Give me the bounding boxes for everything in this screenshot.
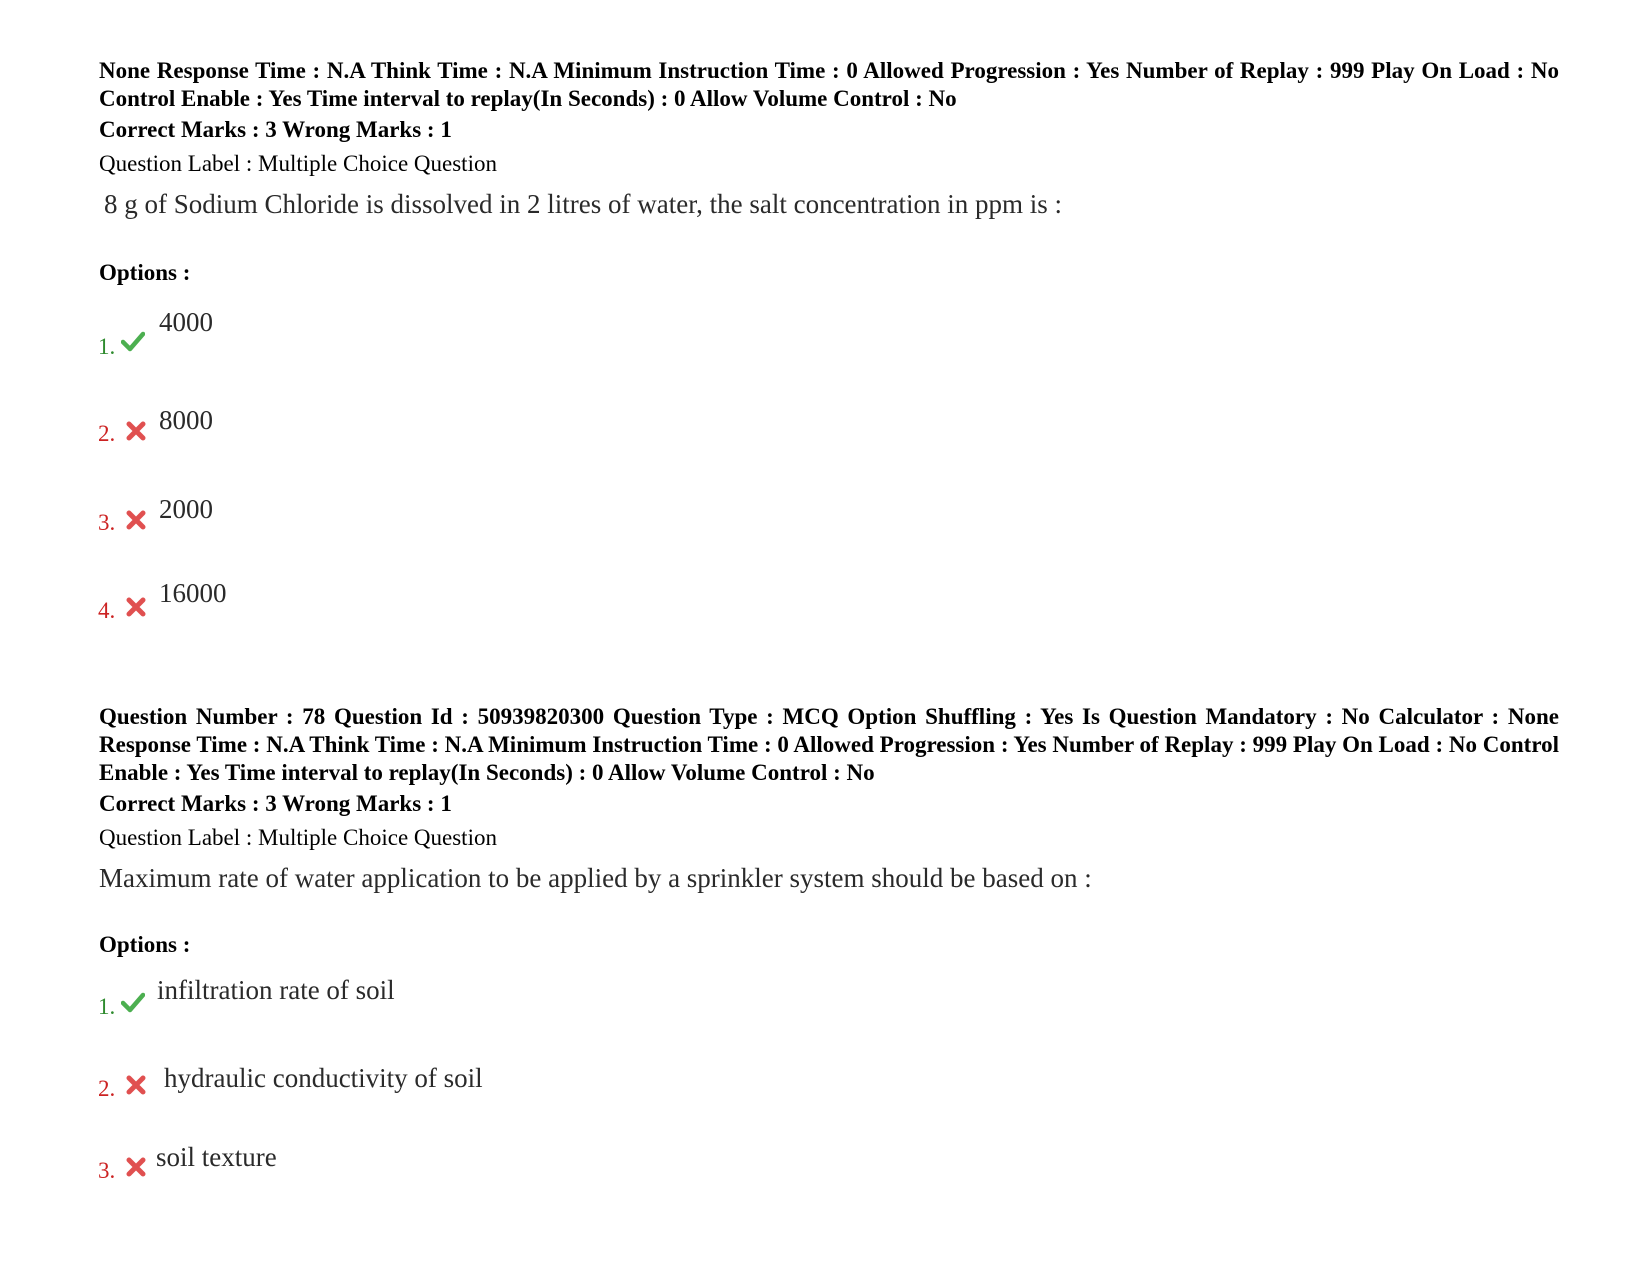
check-icon	[121, 329, 145, 353]
check-icon	[121, 990, 145, 1014]
option-text: infiltration rate of soil	[157, 975, 395, 1005]
option-number: 3.	[98, 1158, 116, 1183]
question-marks: Correct Marks : 3 Wrong Marks : 1	[99, 117, 452, 142]
option-text: 2000	[159, 494, 213, 524]
option-number: 1.	[98, 994, 116, 1019]
question-label: Question Label : Multiple Choice Question	[99, 151, 497, 176]
question-marks: Correct Marks : 3 Wrong Marks : 1	[99, 791, 452, 816]
option-text: 8000	[159, 405, 213, 435]
cross-icon	[124, 1155, 148, 1179]
question-text: Maximum rate of water application to be applied by a sprinkler system should be based on :	[99, 863, 1092, 893]
options-heading: Options :	[99, 260, 191, 285]
cross-icon	[124, 508, 148, 532]
option-number: 3.	[98, 510, 116, 535]
cross-icon	[124, 1073, 148, 1097]
cross-icon	[124, 419, 148, 443]
question-label: Question Label : Multiple Choice Question	[99, 825, 497, 850]
option-text: soil texture	[156, 1142, 277, 1172]
options-heading: Options :	[99, 932, 191, 957]
option-text: 4000	[159, 307, 213, 337]
option-number: 1.	[98, 334, 116, 359]
option-text: hydraulic conductivity of soil	[164, 1063, 483, 1093]
option-text: 16000	[159, 578, 227, 608]
option-number: 4.	[98, 598, 116, 623]
question-meta: Question Number : 78 Question Id : 50939820300 Question Type : MCQ Option Shuffling : Yes Is Question Mandatory : No Calculator : None Response Time : N.A Think Time : N.A Minimum Instruction Time : 0 Allowed Progression : Yes Number of Replay : 999 Play On Load : No Control Enable : Yes Time interval to replay(In Seconds) : 0 Allow Volume Control : No	[99, 704, 1559, 785]
cross-icon	[124, 595, 148, 619]
option-number: 2.	[98, 421, 116, 446]
option-number: 2.	[98, 1076, 116, 1101]
question-text: 8 g of Sodium Chloride is dissolved in 2 litres of water, the salt concentration in ppm is :	[104, 189, 1063, 219]
question-meta: None Response Time : N.A Think Time : N.A Minimum Instruction Time : 0 Allowed Progression : Yes Number of Replay : 999 Play On Load : No Control Enable : Yes Time interval to replay(In Seconds) : 0 Allow Volume Control : No	[99, 58, 1559, 111]
